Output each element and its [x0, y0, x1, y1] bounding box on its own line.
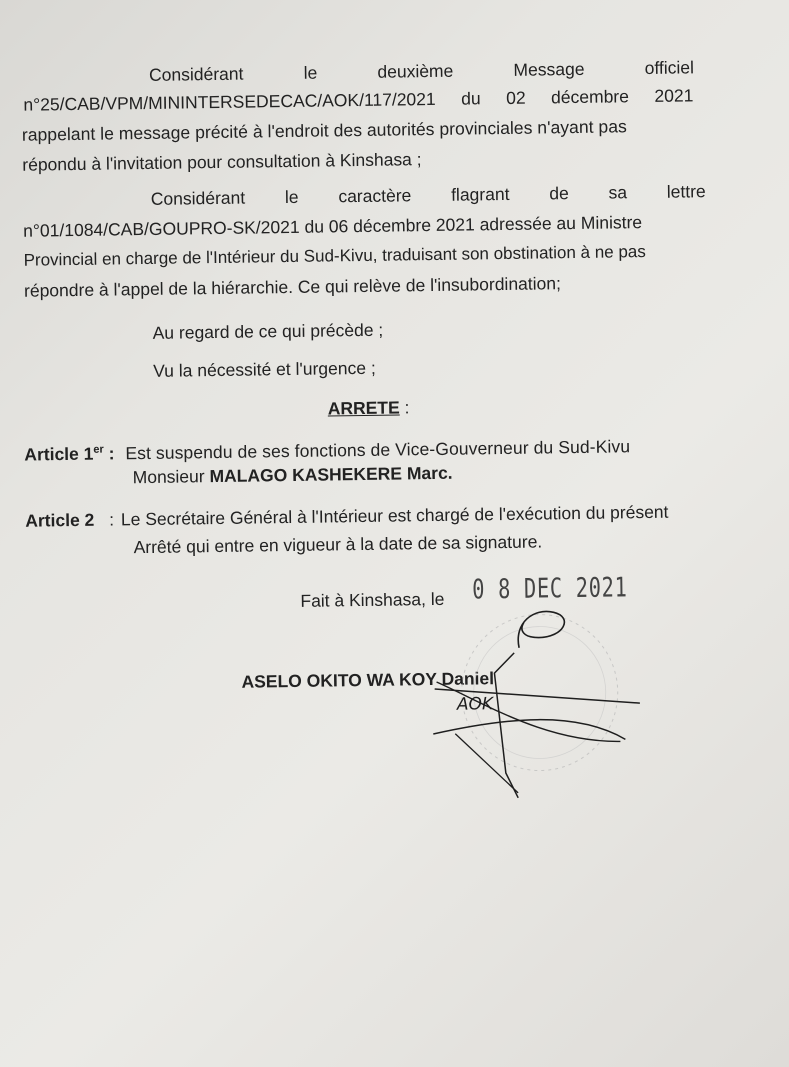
article1-monsieur: Monsieur — [132, 466, 210, 488]
word: sa — [608, 182, 628, 203]
para2-line1 — [151, 180, 706, 210]
article1-name: MALAGO KASHEKERE Marc. — [209, 462, 453, 487]
word: lettre — [666, 181, 706, 202]
word: Considérant — [150, 187, 246, 209]
para1-line3: rappelant le message précité à l'endroit des autorités provinciales n'ayant pas — [21, 116, 627, 145]
article1-label: Article 1 — [24, 443, 94, 465]
word: Considérant — [148, 63, 244, 85]
word: décembre — [550, 86, 630, 108]
article2-text: Le Secrétaire Général à l'Intérieur est chargé de l'exécution du présent — [120, 501, 669, 530]
article1-text: Est suspendu de ses fonctions de Vice-Gouverneur du Sud-Kivu — [125, 436, 631, 464]
article2-colon: : — [104, 509, 115, 530]
word: flagrant — [450, 183, 510, 205]
word: caractère — [338, 185, 412, 207]
date-stamp-text: 0 8 DEC 2021 — [472, 572, 628, 606]
place-text: Fait à Kinshasa, le — [300, 588, 445, 611]
article1-line1 — [24, 431, 630, 465]
para2-line4: répondre à l'appel de la hiérarchie. Ce qui relève de l'insubordination; — [23, 273, 562, 301]
arrete-heading — [328, 396, 410, 419]
para4: Vu la nécessité et l'urgence ; — [153, 357, 376, 381]
signatory-name: ASELO OKITO WA KOY Daniel — [241, 668, 495, 692]
para2-line3: Provincial en charge de l'Intérieur du Sud-Kivu, traduisant son obstination à ne pas — [23, 242, 646, 270]
para1-line2 — [23, 84, 693, 115]
word: du — [461, 88, 481, 109]
article2-label: Article 2 — [25, 509, 95, 531]
signature-initials: AOK — [456, 694, 494, 715]
signature-icon — [423, 591, 656, 814]
article1-line2 — [133, 462, 453, 488]
word: officiel — [644, 57, 695, 79]
word: de — [549, 183, 569, 204]
para3: Au regard de ce qui précède ; — [152, 319, 384, 343]
para2-line2: n°01/1084/CAB/GOUPRO-SK/2021 du 06 décembre 2021 adressée au Ministre — [23, 212, 643, 241]
word: le — [284, 186, 299, 208]
word: Message — [513, 58, 585, 80]
word: 02 — [505, 87, 526, 108]
reference-number: n°25/CAB/VPM/MININTERSEDECAC/AOK/117/2021 — [23, 88, 436, 115]
article1-superscript: er — [93, 443, 104, 456]
article2-line2: Arrêté qui entre en vigueur à la date de sa signature. — [133, 531, 543, 558]
para1-line4: répondu à l'invitation pour consultation à Kinshasa ; — [22, 149, 422, 175]
word: 2021 — [654, 85, 694, 106]
article2-line1 — [25, 501, 668, 532]
article1-colon: : — [103, 443, 115, 464]
arrete-label: ARRETE — [327, 397, 400, 419]
word: le — [303, 62, 318, 83]
word: deuxième — [377, 60, 454, 82]
para1-line1 — [149, 56, 694, 86]
arrete-colon: : — [399, 397, 410, 418]
